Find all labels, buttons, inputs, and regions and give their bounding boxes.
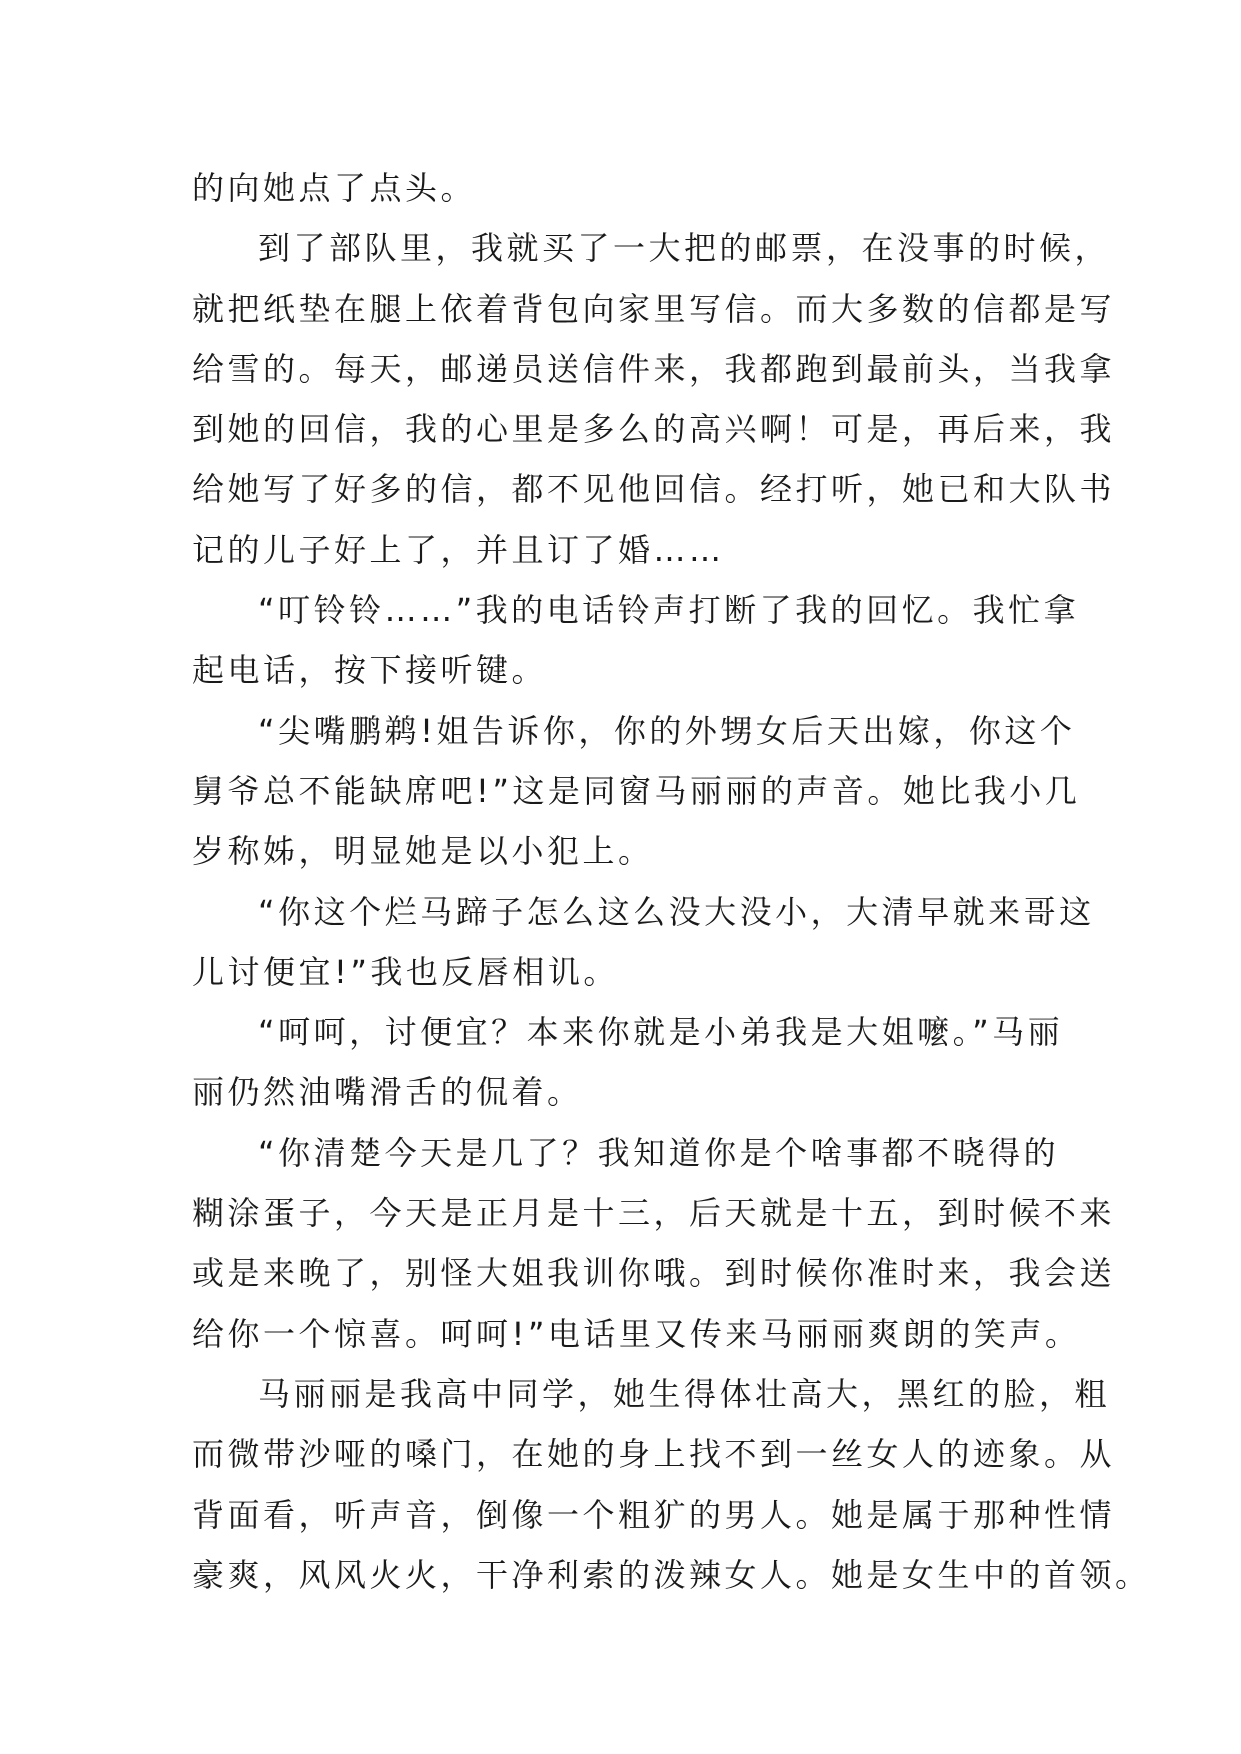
text-line-17: “你清楚今天是几了？我知道你是个啥事都不晓得的 (258, 1133, 1060, 1172)
text-line-22: 而微带沙哑的嗓门，在她的身上找不到一丝女人的迹象。从 (192, 1435, 1116, 1474)
text-line-6: 给她写了好多的信，都不见他回信。经打听，她已和大队书 (192, 470, 1116, 509)
text-line-15: “呵呵，讨便宜？本来你就是小弟我是大姐嚒。”马丽 (258, 1013, 1064, 1052)
text-line-9: 起电话，按下接听键。 (192, 651, 548, 690)
text-line-21: 马丽丽是我高中同学，她生得体壮高大，黑红的脸，粗 (258, 1374, 1111, 1413)
text-line-19: 或是来晚了，别怪大姐我训你哦。到时候你准时来，我会送 (192, 1254, 1116, 1293)
text-line-20: 给你一个惊喜。呵呵!”电话里又传来马丽丽爽朗的笑声。 (192, 1314, 1081, 1353)
text-line-5: 到她的回信，我的心里是多么的高兴啊！可是，再后来，我 (192, 410, 1116, 449)
text-line-4: 给雪的。每天，邮递员送信件来，我都跑到最前头，当我拿 (192, 349, 1116, 388)
text-line-10: “尖嘴鹏鹈!姐告诉你，你的外甥女后天出嫁，你这个 (258, 711, 1076, 750)
text-line-7: 记的儿子好上了，并且订了婚…… (192, 530, 725, 569)
text-line-16: 丽仍然油嘴滑舌的侃着。 (192, 1073, 583, 1112)
text-line-14: 儿讨便宜!”我也反唇相讥。 (192, 952, 619, 991)
text-line-18: 糊涂蛋子，今天是正月是十三，后天就是十五，到时候不来 (192, 1194, 1116, 1233)
text-line-8: “叮铃铃……”我的电话铃声打断了我的回忆。我忙拿 (258, 591, 1080, 630)
text-line-3: 就把纸垫在腿上依着背包向家里写信。而大多数的信都是写 (192, 289, 1116, 328)
text-line-13: “你这个烂马蹄子怎么这么没大没小，大清早就来哥这 (258, 892, 1095, 931)
text-line-11: 舅爷总不能缺席吧!”这是同窗马丽丽的声音。她比我小几 (192, 771, 1081, 810)
text-line-23: 背面看，听声音，倒像一个粗犷的男人。她是属于那种性情 (192, 1495, 1116, 1534)
text-line-24: 豪爽，风风火火，干净利索的泼辣女人。她是女生中的首领。 (192, 1555, 1151, 1594)
text-line-12: 岁称姊，明显她是以小犯上。 (192, 832, 654, 871)
text-line-2: 到了部队里，我就买了一大把的邮票，在没事的时候， (258, 229, 1111, 268)
body-text (192, 158, 1151, 1605)
text-line-1: 的向她点了点头。 (192, 169, 477, 207)
